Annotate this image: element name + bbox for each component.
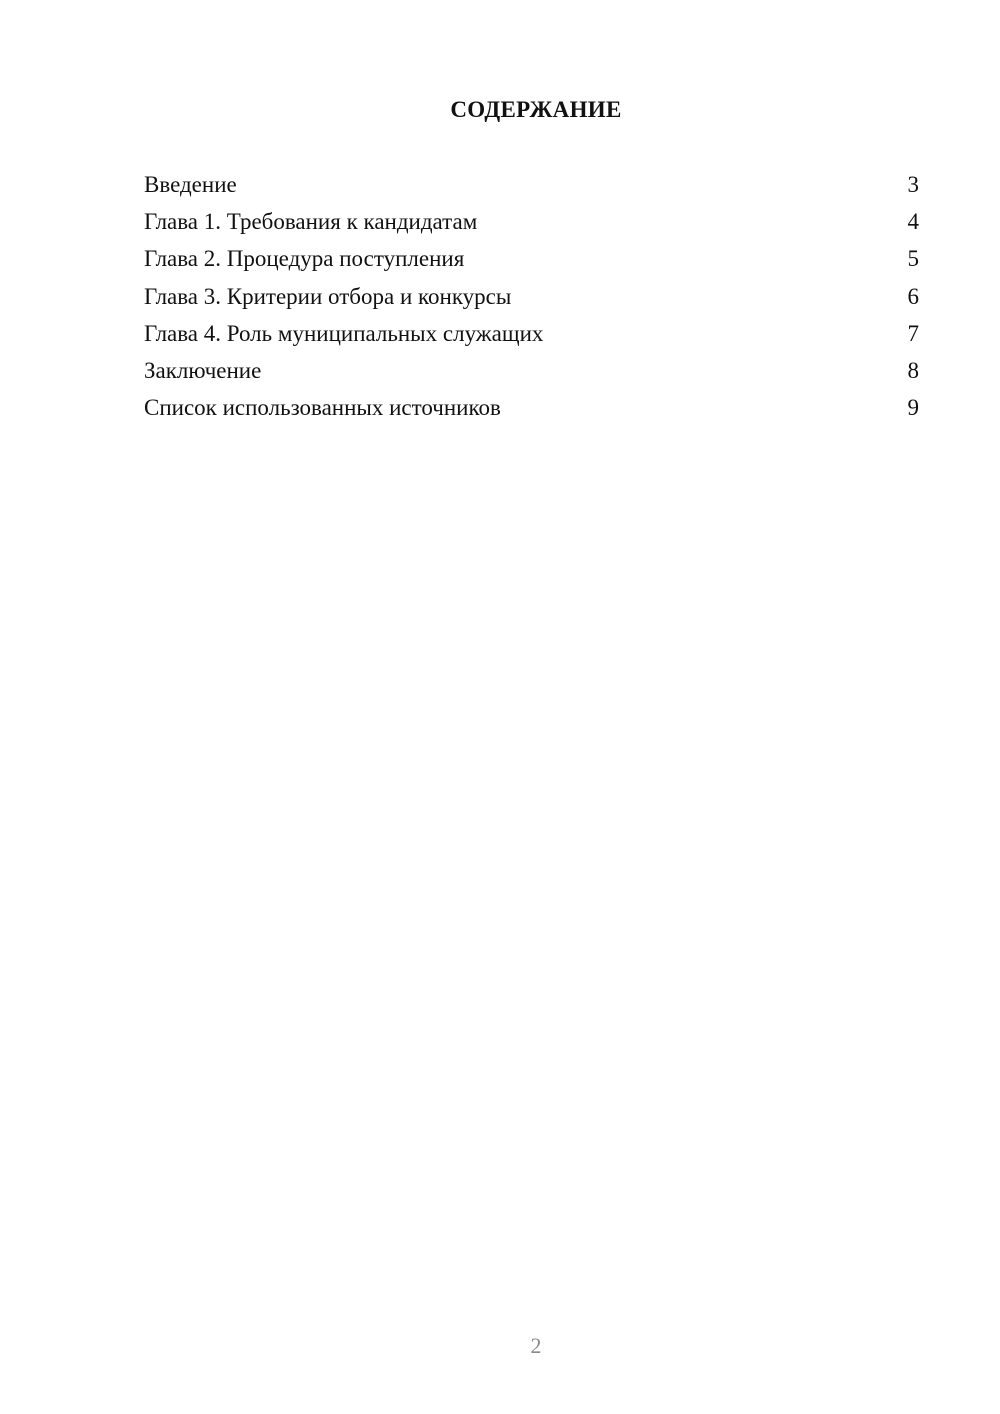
toc-item	[144, 354, 919, 391]
toc-item-page: 8	[907, 357, 919, 383]
toc-item	[144, 391, 919, 428]
toc-item-title: Глава 1. Требования к кандидатам	[144, 209, 478, 235]
toc-item	[144, 280, 919, 317]
toc-item-page: 9	[907, 395, 919, 421]
toc-item-page: 4	[907, 209, 919, 235]
toc-item-page: 6	[907, 283, 919, 309]
table-of-contents	[144, 168, 919, 428]
toc-item	[144, 242, 919, 279]
toc-item	[144, 205, 919, 242]
page-title: СОДЕРЖАНИЕ	[450, 97, 622, 122]
toc-item-title: Глава 3. Критерии отбора и конкурсы	[144, 283, 512, 309]
toc-item-title: Список использованных источников	[144, 395, 501, 421]
toc-item-title: Глава 2. Процедура поступления	[144, 246, 465, 272]
toc-item	[144, 317, 919, 354]
toc-item	[144, 168, 919, 205]
toc-item-title: Заключение	[144, 357, 262, 383]
toc-item-page: 3	[907, 172, 919, 197]
toc-item-title: Глава 4. Роль муниципальных служащих	[144, 320, 544, 346]
toc-item-page: 5	[907, 246, 919, 272]
page-number: 2	[530, 1333, 542, 1358]
toc-item-title: Введение	[144, 172, 237, 197]
toc-item-page: 7	[907, 320, 919, 346]
